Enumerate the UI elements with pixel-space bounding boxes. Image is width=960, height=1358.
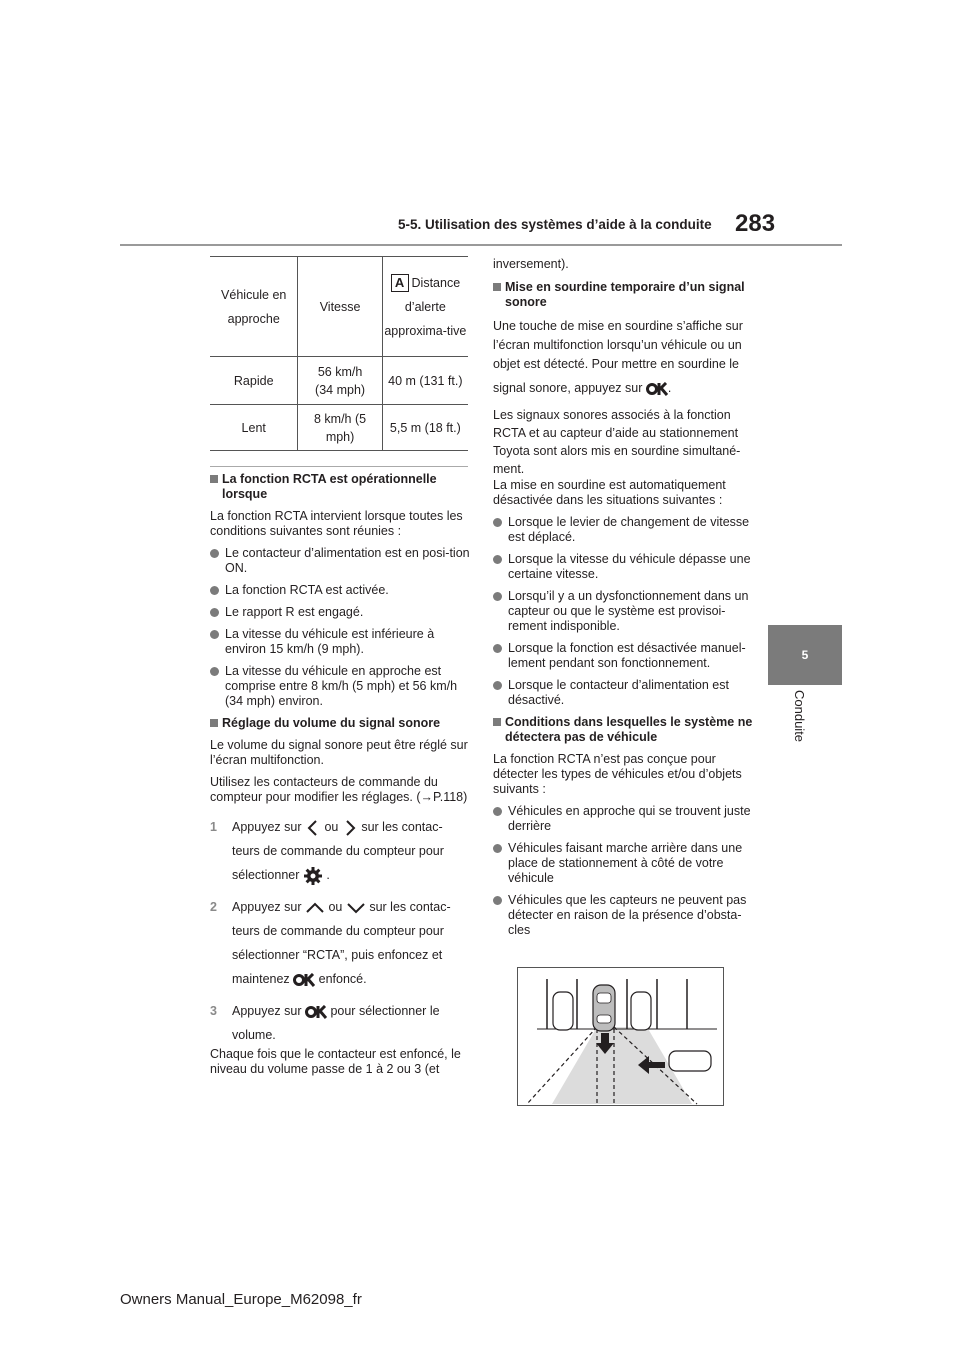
list-item: La vitesse du véhicule est inférieure à environ 15 km/h (9 mph). [210,627,472,657]
right-column [493,257,755,945]
left-column [210,472,472,1084]
subheading: Mise en sourdine temporaire d’un signal sonore [493,280,755,310]
paragraph: Le volume du signal sonore peut être réglé sur l’écran multifonction. [210,738,468,767]
table-header-distance-text: Distance d’alerte approxima-tive [384,275,467,338]
step-3: 3 Appuyez sur pour sélectionner le volume. [210,1004,440,1042]
paragraph: Chaque fois que le contacteur est enfoncé, le niveau du volume passe de 1 à 2 ou 3 (et [210,1047,461,1076]
header-rule [120,244,842,246]
list-item: Le rapport R est engagé. [210,605,472,620]
section-separator [210,466,468,467]
own-vehicle [593,985,615,1031]
list-item: Lorsque le contacteur d’alimentation est désactivé. [493,678,755,708]
chapter-number: 5 [801,648,809,662]
section-title: 5-5. Utilisation des systèmes d’aide à la conduite [398,217,712,232]
subheading: Conditions dans lesquelles le système ne détectera pas de véhicule [493,715,755,745]
paragraph: La fonction RCTA intervient lorsque toutes les conditions suivantes sont réunies : [210,509,463,538]
list-item: Lorsque le levier de changement de vitesse est déplacé. [493,515,755,545]
parking-illustration [517,967,724,1106]
table-cell: 40 m (131 ft.) [388,373,463,388]
paragraph: La fonction RCTA n’est pas conçue pour détecter les types de véhicules et/ou d’objets suivants : [493,752,742,796]
list-item: Véhicules en approche qui se trouvent juste derrière [493,804,755,834]
step-2: 2 Appuyez sur ou sur les contac- teurs de commande du compteur pour sélectionner “RCTA”, puis enfoncez et maintenez enfoncé. [210,900,451,986]
gear-icon [303,866,323,886]
footer-doc-id: Owners Manual_Europe_M62098_fr [120,1291,362,1308]
label-a-box: A [391,274,409,292]
table-cell: 5,5 m (18 ft.) [389,420,461,435]
paragraph: inversement). [493,257,569,271]
parked-car-left [553,992,573,1030]
list-item: Lorsque la fonction est désactivée manuel-lement pendant son fonctionnement. [493,641,755,671]
list-item: Lorsqu’il y a un dysfonctionnement dans un capteur ou que le système est provisoi-rement indisponible. [493,589,755,634]
chapter-label: Conduite [792,690,807,743]
table-cell: 56 km/h (34 mph) [298,357,382,405]
table-header-vehicle: Véhicule en approche [210,257,298,357]
chevron-down-icon [346,901,366,915]
table-row [210,405,468,451]
list-item: Véhicules que les capteurs ne peuvent pas détecter en raison de la présence d’obsta-cles [493,893,755,938]
table-cell: Rapide [210,357,298,405]
chevron-right-icon [342,819,358,837]
table-header-distance [382,257,468,357]
paragraph: Une touche de mise en sourdine s’affiche sur l’écran multifonction lorsqu’un véhicule ou un objet est détecté. Pour mettre en sourdine le signal sonore, appuyez sur . [493,319,743,395]
paragraph: La mise en sourdine est automatiquement désactivée dans les situations suivantes : [493,478,726,507]
chevron-up-icon [305,901,325,915]
table-row [210,357,468,405]
table-header-speed: Vitesse [298,257,382,357]
alert-distance-table [210,256,468,451]
step-1: 1 Appuyez sur ou sur les contac- teurs de commande du compteur pour sélectionner . [210,815,472,887]
list-item: Lorsque la vitesse du véhicule dépasse une certaine vitesse. [493,552,755,582]
page-number: 283 [735,210,776,237]
list-item: La fonction RCTA est activée. [210,583,472,598]
table-header-row [210,257,468,357]
subheading: Réglage du volume du signal sonore [210,716,472,731]
table-cell: Lent [210,405,298,451]
list-item: La vitesse du véhicule en approche est comprise entre 8 km/h (5 mph) et 56 km/h (34 mph) environ. [210,664,472,709]
paragraph: Les signaux sonores associés à la fonction RCTA et au capteur d’aide au stationnement Toyota sont alors mis en sourdine simultané-ment. [493,408,741,476]
subheading: La fonction RCTA est opérationnelle lorsque [210,472,472,502]
table-cell: 8 km/h (5 mph) [298,405,382,451]
list-item: Le contacteur d’alimentation est en posi-tion ON. [210,546,472,576]
ok-icon [293,973,315,987]
approaching-car [669,1051,711,1071]
list-item: Véhicules faisant marche arrière dans une place de stationnement à côté de votre véhicule [493,841,755,886]
parked-car-right [631,992,651,1030]
ok-icon [646,382,668,396]
ok-icon [305,1005,327,1019]
chevron-left-icon [305,819,321,837]
chapter-tab [768,625,842,685]
paragraph: Utilisez les contacteurs de commande du compteur pour modifier les réglages. (→P.118) [210,775,468,804]
